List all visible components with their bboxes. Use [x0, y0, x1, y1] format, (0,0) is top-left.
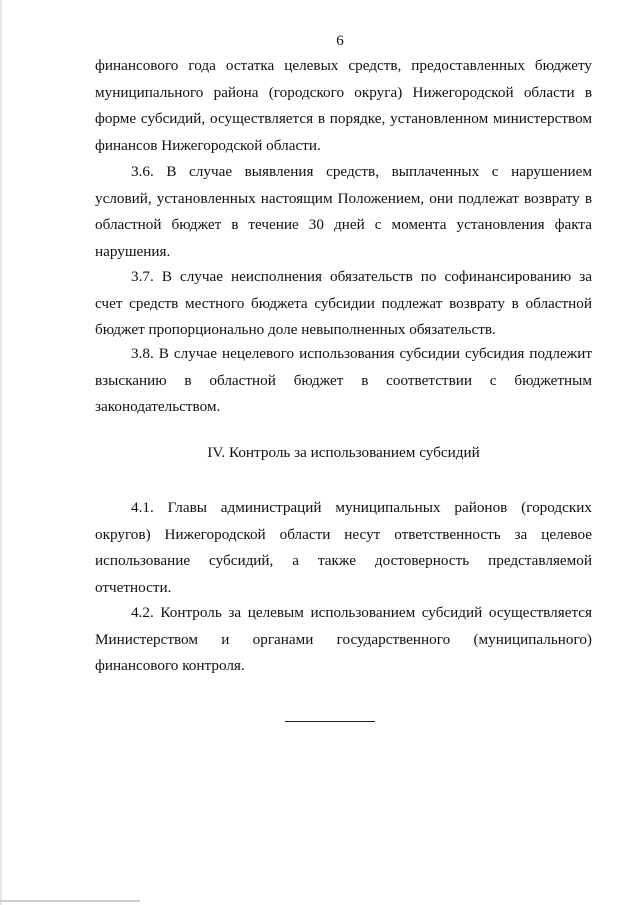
- text-line: финансового года остатка целевых средств, предоставленных бюджету: [95, 57, 592, 74]
- paragraph-4-2: [95, 600, 592, 680]
- text-line: нарушения.: [95, 242, 171, 260]
- paragraph-4-1: [95, 495, 592, 601]
- text-line: 4.2. Контроль за целевым использованием субсидий осуществляется: [131, 604, 592, 621]
- text-line: законодательством.: [95, 398, 221, 415]
- text-line: 3.6. В случае выявления средств, выплаченных с нарушением: [131, 163, 592, 180]
- page-number: 6: [336, 33, 344, 49]
- text-line: отчетности.: [95, 578, 172, 596]
- text-line: 3.8. В случае нецелевого использования субсидии субсидия подлежит: [131, 345, 592, 362]
- text-line: взысканию в областной бюджет в соответствии с бюджетным: [95, 371, 592, 389]
- text-line: Министерством и органами государственного (муниципального): [95, 630, 592, 648]
- paragraph-continuation: [95, 53, 592, 159]
- end-separator: [285, 721, 375, 722]
- text-line: 3.7. В случае неисполнения обязательств по софинансированию за: [131, 268, 592, 285]
- paragraph-3-7: [95, 264, 592, 344]
- section-heading: IV. Контроль за использованием субсидий: [207, 444, 480, 461]
- scan-edge: [0, 900, 140, 902]
- text-line: бюджет пропорционально доле невыполненных обязательств.: [95, 321, 496, 338]
- text-line: областной бюджет в течение 30 дней с момента установления факта: [95, 216, 592, 233]
- text-line: форме субсидий, осуществляется в порядке, установленном министерством: [95, 110, 592, 127]
- text-line: условий, установленных настоящим Положением, они подлежат возврату в: [95, 189, 592, 207]
- text-line: 4.1. Главы администраций муниципальных районов (городских: [131, 499, 592, 516]
- text-line: счет средств местного бюджета субсидии подлежат возврату в областной: [95, 294, 592, 312]
- paragraph-3-8: [95, 341, 592, 421]
- paragraph-3-6: [95, 159, 592, 265]
- scan-edge: [0, 0, 2, 905]
- text-line: муниципального района (городского округа) Нижегородской области в: [95, 83, 592, 101]
- text-line: использование субсидий, а также достоверность представляемой: [95, 552, 592, 569]
- text-line: финансов Нижегородской области.: [95, 136, 321, 154]
- text-line: округов) Нижегородской области несут ответственность за целевое: [95, 525, 592, 543]
- text-line: финансового контроля.: [95, 657, 245, 674]
